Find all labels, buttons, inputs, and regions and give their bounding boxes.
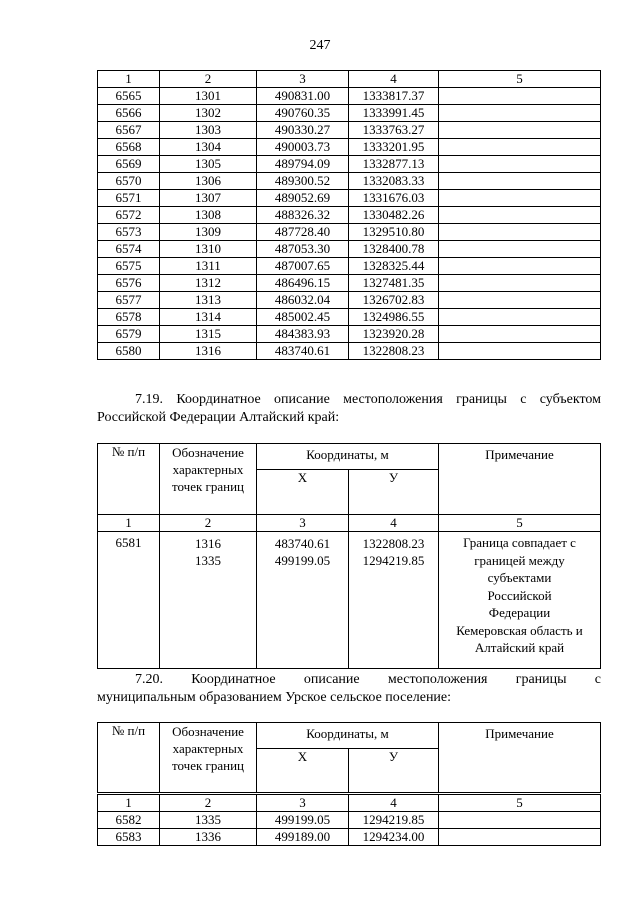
table-row <box>98 829 601 846</box>
table-cell: 6575 <box>98 258 160 275</box>
point-id: 1335 <box>195 553 221 568</box>
header-cell: 2 <box>160 71 257 88</box>
note-line: Федерации <box>488 605 551 620</box>
row-points <box>160 532 257 669</box>
table-cell: 1302 <box>160 105 257 122</box>
table-row <box>98 122 601 139</box>
table-cell: 1329510.80 <box>349 224 439 241</box>
table-cell <box>439 812 601 829</box>
col-header-num: № п/п <box>98 444 160 515</box>
table-cell: 1294219.85 <box>349 812 439 829</box>
table-cell: 1333763.27 <box>349 122 439 139</box>
col-header-y: У <box>349 749 439 794</box>
table-cell: 485002.45 <box>257 309 349 326</box>
header-cell: 4 <box>349 71 439 88</box>
row-note <box>439 532 601 669</box>
col-header-coords: Координаты, м <box>257 444 439 470</box>
col-number: 3 <box>257 515 349 532</box>
table-cell: 1312 <box>160 275 257 292</box>
table-cell <box>439 207 601 224</box>
table-cell <box>439 190 601 207</box>
table-cell: 1305 <box>160 156 257 173</box>
row-x <box>257 532 349 669</box>
col-header-note: Примечание <box>439 723 601 794</box>
table-row <box>98 812 601 829</box>
section-7-20-text <box>97 671 601 707</box>
table-cell: 488326.32 <box>257 207 349 224</box>
table-cell: 6576 <box>98 275 160 292</box>
table-cell <box>439 241 601 258</box>
page-number: 247 <box>309 38 331 53</box>
table-cell: 1304 <box>160 139 257 156</box>
table-cell: 1303 <box>160 122 257 139</box>
urskoe-boundary-table <box>97 722 601 846</box>
table-row <box>98 190 601 207</box>
table-row <box>98 275 601 292</box>
table-cell: 499189.00 <box>257 829 349 846</box>
table-cell: 1307 <box>160 190 257 207</box>
section-text-line: 7.19. Координатное описание местоположения границы с субъектом <box>135 392 601 407</box>
col-number: 5 <box>439 515 601 532</box>
col-header-x: Х <box>257 470 349 515</box>
table-cell: 487007.65 <box>257 258 349 275</box>
table-cell: 1309 <box>160 224 257 241</box>
table-row <box>98 241 601 258</box>
col-number: 3 <box>257 794 349 812</box>
table-cell: 1333991.45 <box>349 105 439 122</box>
table-cell: 1326702.83 <box>349 292 439 309</box>
altai-krai-boundary-table <box>97 443 601 669</box>
col-header-points-line: Обозначение <box>172 445 244 460</box>
table-cell: 6577 <box>98 292 160 309</box>
table-cell: 483740.61 <box>257 343 349 360</box>
table-row <box>98 156 601 173</box>
table-cell: 6572 <box>98 207 160 224</box>
table-cell: 6566 <box>98 105 160 122</box>
table-cell: 6570 <box>98 173 160 190</box>
header-cell: 3 <box>257 71 349 88</box>
table-cell: 1331676.03 <box>349 190 439 207</box>
table-cell: 6582 <box>98 812 160 829</box>
table-row <box>98 532 601 669</box>
table-cell: 1328400.78 <box>349 241 439 258</box>
table-cell <box>439 275 601 292</box>
table-cell: 1335 <box>160 812 257 829</box>
table-cell: 486032.04 <box>257 292 349 309</box>
table-cell: 6567 <box>98 122 160 139</box>
col-header-points-line: характерных <box>172 462 244 477</box>
col-header-points-line: точек границ <box>171 479 245 494</box>
table-row <box>98 309 601 326</box>
table-cell: 1332877.13 <box>349 156 439 173</box>
point-id: 1316 <box>195 536 221 551</box>
table-cell <box>439 343 601 360</box>
table-row <box>98 343 601 360</box>
y-value: 1322808.23 <box>362 536 425 551</box>
table-cell <box>439 88 601 105</box>
col-number: 2 <box>160 794 257 812</box>
table-cell: 1310 <box>160 241 257 258</box>
table-cell <box>439 173 601 190</box>
table-cell: 487053.30 <box>257 241 349 258</box>
table-cell: 6568 <box>98 139 160 156</box>
table-cell: 1332083.33 <box>349 173 439 190</box>
header-cell: 1 <box>98 71 160 88</box>
col-number: 2 <box>160 515 257 532</box>
table-row <box>98 88 601 105</box>
col-header-points <box>160 723 257 794</box>
col-header-points-line: Обозначение <box>172 724 244 739</box>
section-text-line: 7.20. Координатное описание местоположения границы с <box>135 672 601 687</box>
table-cell <box>439 122 601 139</box>
table-cell: 1314 <box>160 309 257 326</box>
table-cell: 6569 <box>98 156 160 173</box>
col-header-points-line: характерных <box>172 741 244 756</box>
table-cell: 1308 <box>160 207 257 224</box>
table-cell: 490003.73 <box>257 139 349 156</box>
table-cell: 1336 <box>160 829 257 846</box>
table-cell: 6579 <box>98 326 160 343</box>
table-cell: 6565 <box>98 88 160 105</box>
col-header-num: № п/п <box>98 723 160 794</box>
row-number: 6581 <box>98 532 160 669</box>
table-cell: 486496.15 <box>257 275 349 292</box>
table-cell <box>439 105 601 122</box>
table-cell: 490831.00 <box>257 88 349 105</box>
x-value: 499199.05 <box>274 553 331 568</box>
table-row <box>98 326 601 343</box>
col-number: 5 <box>439 794 601 812</box>
table-cell <box>439 292 601 309</box>
col-header-points-line: точек границ <box>171 758 245 773</box>
table-cell: 1323920.28 <box>349 326 439 343</box>
table-row <box>98 105 601 122</box>
table-cell: 1294234.00 <box>349 829 439 846</box>
table-row <box>98 173 601 190</box>
col-header-points <box>160 444 257 515</box>
table-cell <box>439 139 601 156</box>
y-value: 1294219.85 <box>362 553 425 568</box>
col-header-x: Х <box>257 749 349 794</box>
section-7-19-text <box>97 391 601 427</box>
table-cell: 484383.93 <box>257 326 349 343</box>
table-cell <box>439 156 601 173</box>
table-cell <box>439 829 601 846</box>
note-line: Алтайский край <box>474 640 565 655</box>
table-cell: 6580 <box>98 343 160 360</box>
col-number: 1 <box>98 794 160 812</box>
table-cell: 1316 <box>160 343 257 360</box>
table-cell: 1301 <box>160 88 257 105</box>
table-cell <box>439 258 601 275</box>
col-number: 1 <box>98 515 160 532</box>
row-y <box>349 532 439 669</box>
table-cell: 6583 <box>98 829 160 846</box>
table-cell: 1315 <box>160 326 257 343</box>
table1-body <box>98 71 601 360</box>
section-text-line: муниципальным образованием Урское сельское поселение: <box>97 690 452 705</box>
note-line: Кемеровская область и <box>456 622 583 638</box>
table-cell: 490760.35 <box>257 105 349 122</box>
col-header-note: Примечание <box>439 444 601 515</box>
table-cell <box>439 224 601 241</box>
col-header-coords: Координаты, м <box>257 723 439 749</box>
table-cell: 489794.09 <box>257 156 349 173</box>
table-row <box>98 224 601 241</box>
header-cell: 5 <box>439 71 601 88</box>
x-value: 483740.61 <box>274 536 331 551</box>
note-line: субъектами <box>487 570 552 585</box>
table-cell: 6578 <box>98 309 160 326</box>
note-line: Российской <box>487 587 552 603</box>
coordinates-table-continued <box>97 70 601 360</box>
table-cell: 489300.52 <box>257 173 349 190</box>
table-cell: 1327481.35 <box>349 275 439 292</box>
section-text-line: Российской Федерации Алтайский край: <box>97 410 340 425</box>
table-row <box>98 139 601 156</box>
col-number: 4 <box>349 515 439 532</box>
table-cell: 1330482.26 <box>349 207 439 224</box>
col-header-y: У <box>349 470 439 515</box>
table-cell: 490330.27 <box>257 122 349 139</box>
table-header-row <box>98 71 601 88</box>
table-cell: 489052.69 <box>257 190 349 207</box>
note-line: Граница совпадает с <box>463 535 576 550</box>
note-line: границей между <box>474 552 565 568</box>
table-cell: 487728.40 <box>257 224 349 241</box>
table-cell: 1311 <box>160 258 257 275</box>
table-cell: 1333201.95 <box>349 139 439 156</box>
table-cell: 499199.05 <box>257 812 349 829</box>
table-cell: 6571 <box>98 190 160 207</box>
table-cell: 6574 <box>98 241 160 258</box>
table-row <box>98 258 601 275</box>
table-cell: 1322808.23 <box>349 343 439 360</box>
table-cell: 6573 <box>98 224 160 241</box>
table-cell <box>439 326 601 343</box>
table-row <box>98 207 601 224</box>
table-row <box>98 292 601 309</box>
table-cell: 1328325.44 <box>349 258 439 275</box>
table-cell: 1313 <box>160 292 257 309</box>
table-cell <box>439 309 601 326</box>
table-cell: 1324986.55 <box>349 309 439 326</box>
table-cell: 1306 <box>160 173 257 190</box>
col-number: 4 <box>349 794 439 812</box>
table-cell: 1333817.37 <box>349 88 439 105</box>
